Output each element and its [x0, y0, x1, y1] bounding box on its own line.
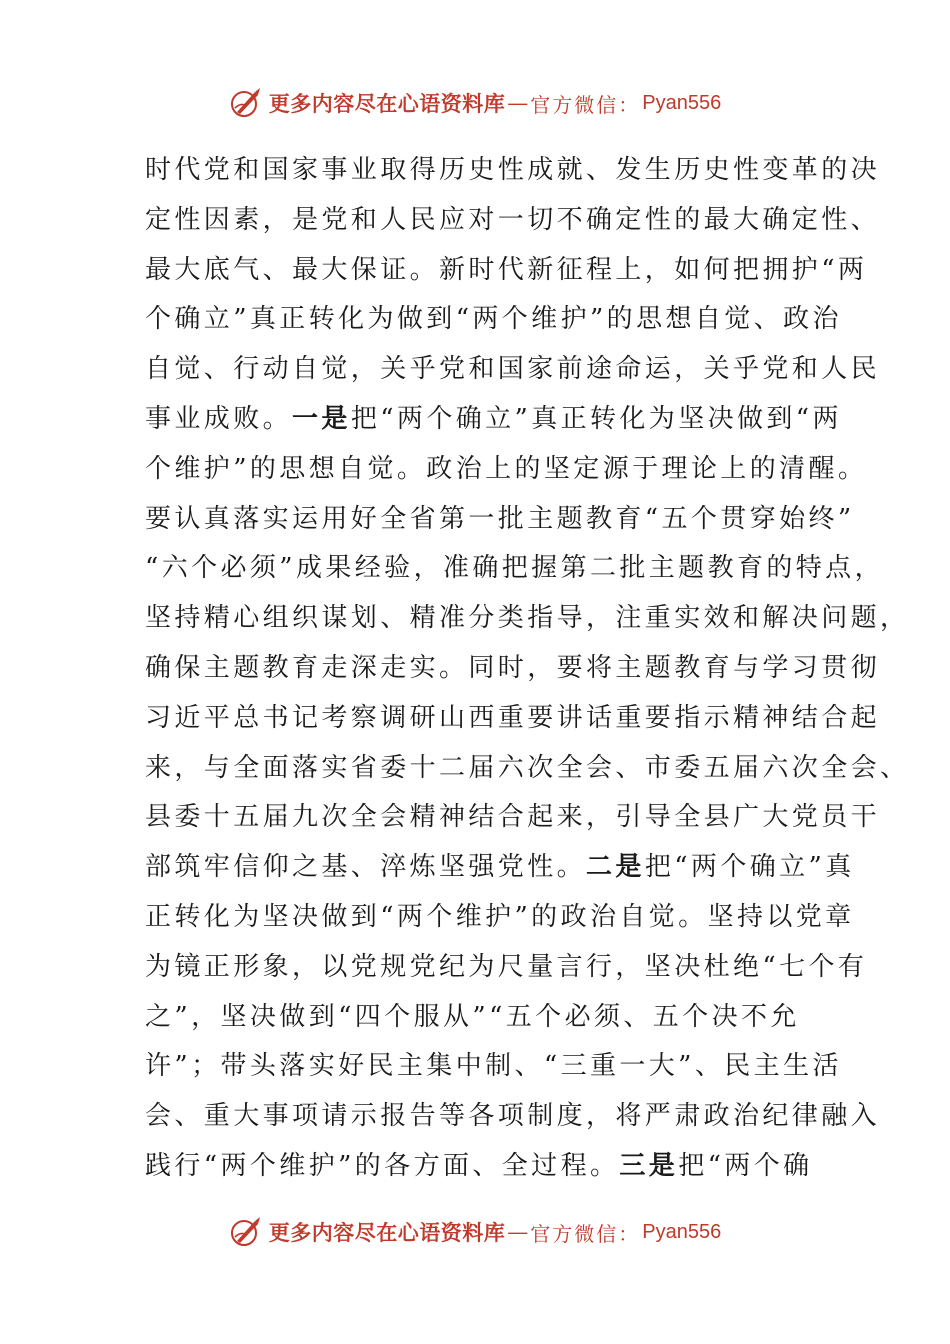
document-body — [145, 146, 910, 1192]
header-banner — [0, 78, 950, 128]
line-text: 践行“两个维护”的各方面、全过程。 — [145, 1150, 620, 1181]
text-line — [145, 246, 868, 296]
text-line — [145, 594, 910, 644]
footer-site-name: 更多内容尽在心语资料库 — [268, 1220, 506, 1245]
point-marker: 一是 — [292, 403, 351, 434]
line-text-continued: 把“两个确 — [678, 1150, 813, 1181]
text-line — [145, 1142, 813, 1192]
line-text: 事业成败。 — [145, 403, 293, 434]
text-line — [145, 943, 868, 993]
text-line — [145, 295, 842, 345]
line-text: “六个必须”成果经验，准确把握第二批主题教育的特点， — [145, 553, 884, 584]
footer-wechat-id: Pyan556 — [642, 1220, 722, 1243]
line-text: 之”，坚决做到“四个服从”“五个必须、五个决不允 — [145, 1001, 800, 1032]
line-text: 许”；带头落实好民主集中制、“三重一大”、民主生活 — [145, 1051, 842, 1082]
text-line — [145, 694, 881, 744]
text-line — [145, 544, 884, 594]
line-text-continued: 把“两个确立”真正转化为坚决做到“两 — [350, 403, 842, 434]
text-line — [145, 146, 881, 196]
text-line — [145, 993, 805, 1043]
text-line — [145, 893, 855, 943]
line-text: 自觉、行动自觉，关乎党和国家前途命运，关乎党和人民 — [145, 354, 881, 385]
line-text: 为镜正形象，以党规党纪为尺量言行，坚决杜绝“七个有 — [145, 951, 868, 982]
footer-dash: — — [507, 1220, 529, 1244]
quill-logo-icon — [229, 1215, 263, 1249]
line-text: 个确立”真正转化为做到“两个维护”的思想自觉、政治 — [145, 304, 842, 335]
text-line — [145, 445, 868, 495]
line-text: 县委十五届九次全会精神结合起来，引导全县广大党员干 — [145, 802, 881, 833]
text-line — [145, 1042, 842, 1092]
line-text: 来，与全面落实省委十二届六次全会、市委五届六次全会、 — [145, 752, 910, 783]
line-text: 正转化为坚决做到“两个维护”的政治自觉。坚持以党章 — [145, 901, 855, 932]
point-marker: 三是 — [619, 1150, 679, 1181]
text-line — [145, 843, 855, 893]
header-wechat-id: Pyan556 — [642, 91, 722, 114]
line-text: 确保主题教育走深走实。同时，要将主题教育与学习贯彻 — [145, 652, 881, 683]
text-line — [145, 495, 855, 545]
footer-banner — [0, 1207, 950, 1257]
text-line — [145, 644, 881, 694]
line-text: 部筑牢信仰之基、淬炼坚强党性。 — [145, 852, 587, 883]
text-line — [145, 744, 910, 794]
line-text: 坚持精心组织谋划、精准分类指导，注重实效和解决问题， — [145, 603, 910, 634]
header-site-name: 更多内容尽在心语资料库 — [268, 91, 506, 116]
footer-official-label: 官方微信： — [530, 1221, 641, 1246]
text-line — [145, 395, 842, 445]
text-line — [145, 196, 881, 246]
text-line — [145, 345, 881, 395]
header-dash: — — [507, 91, 529, 115]
line-text-continued: 把“两个确立”真 — [644, 852, 855, 883]
quill-logo-icon — [229, 86, 263, 120]
line-text: 会、重大事项请示报告等各项制度，将严肃政治纪律融入 — [145, 1101, 881, 1132]
line-text: 定性因素，是党和人民应对一切不确定性的最大确定性、 — [145, 204, 881, 235]
text-line — [145, 1092, 881, 1142]
line-text: 个维护”的思想自觉。政治上的坚定源于理论上的清醒。 — [145, 453, 868, 484]
line-text: 时代党和国家事业取得历史性成就、发生历史性变革的决 — [145, 155, 881, 185]
header-official-label: 官方微信： — [530, 92, 641, 117]
line-text: 习近平总书记考察调研山西重要讲话重要指示精神结合起 — [145, 702, 881, 733]
text-line — [145, 793, 881, 843]
point-marker: 二是 — [586, 852, 645, 883]
line-text: 要认真落实运用好全省第一批主题教育“五个贯穿始终” — [145, 503, 855, 534]
line-text: 最大底气、最大保证。新时代新征程上，如何把拥护“两 — [145, 254, 868, 285]
